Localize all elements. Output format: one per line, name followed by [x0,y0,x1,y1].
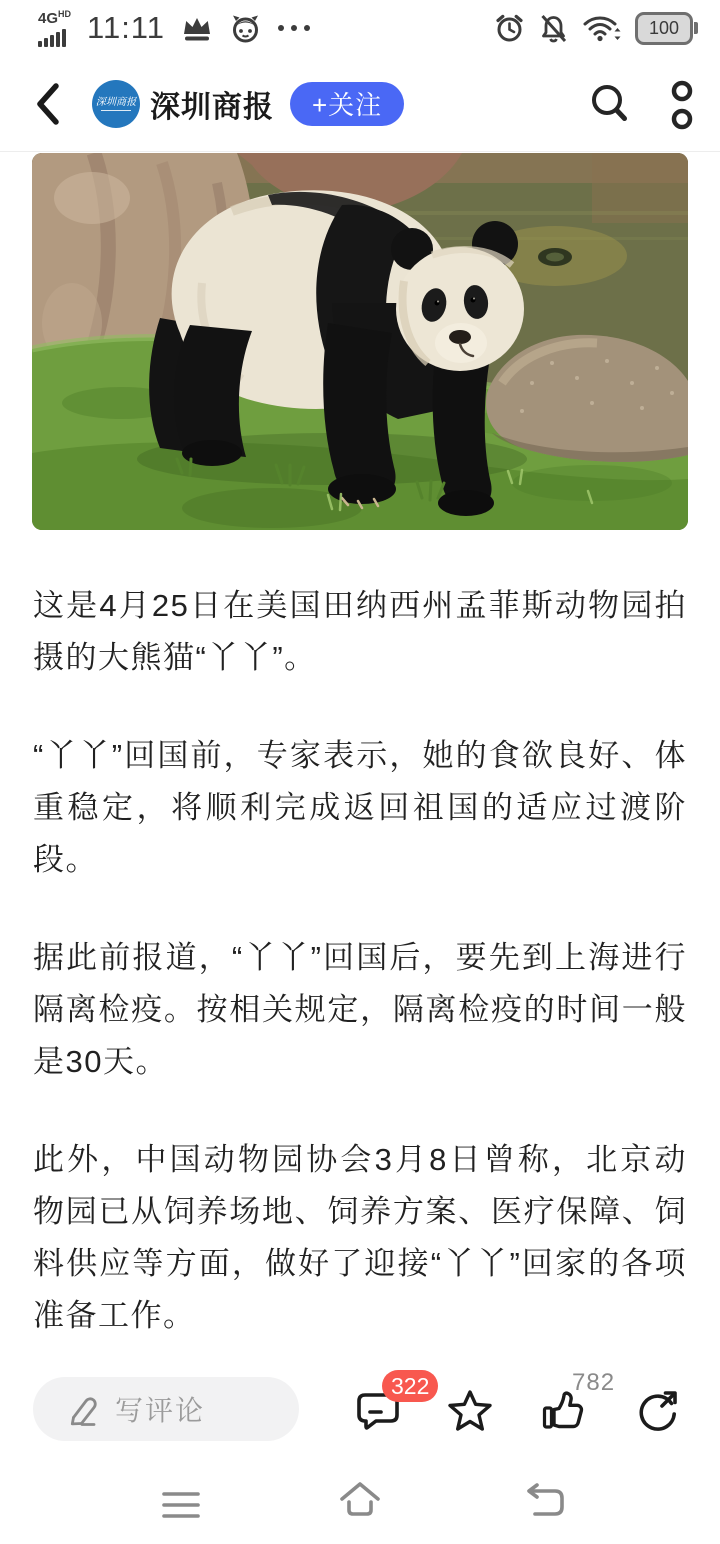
battery-icon [635,12,698,45]
nav-bar [0,56,720,152]
article-paragraph: “丫丫”回国前，专家表示，她的食欲良好、体重稳定，将顺利完成返回祖国的适应过渡阶段。 [33,738,687,877]
wifi-icon [582,14,622,43]
comment-button[interactable] [354,1372,430,1435]
like-button[interactable] [538,1369,616,1435]
article-paragraph: 这是4月25日在美国田纳西州孟菲斯动物园拍摄的大熊猫“丫丫”。 [33,588,687,675]
comment-input[interactable] [33,1377,299,1441]
favorite-button[interactable] [446,1387,494,1435]
like-count: 782 [572,1369,616,1396]
status-bar [0,0,720,56]
article-body [33,530,687,1388]
home-button[interactable] [325,1464,395,1534]
comment-placeholder: 写评论 [115,1395,206,1426]
recents-menu-button[interactable] [146,1470,216,1540]
publisher-logo[interactable]: 深圳商报 [92,80,140,128]
more-options-button[interactable] [670,74,694,134]
status-time: 11:11 [87,10,165,45]
ellipsis-icon [278,25,310,31]
publisher-name: 深圳商报 [150,90,274,124]
android-back-button[interactable] [511,1466,581,1536]
battery-level: 100 [635,12,693,45]
pencil-icon [65,1391,101,1427]
article-paragraph: 据此前报道，“丫丫”回国后，要先到上海进行隔离检疫。按相关规定，隔离检疫的时间一般是30天。 [33,940,687,1079]
face-notification-icon [229,13,262,43]
back-button[interactable] [18,74,78,134]
search-button[interactable] [588,82,632,126]
article-paragraph: 此外，中国动物园协会3月8日曾称，北京动物园已从饲养场地、饲养方案、医疗保障、饲料供应等方面，做好了迎接“丫丫”回家的各项准备工作。 [33,1142,687,1333]
panda-photo-illustration [32,153,688,530]
share-button[interactable] [633,1387,681,1435]
comment-count-badge: 322 [382,1370,438,1402]
action-bar [0,1360,720,1462]
system-nav-bar [0,1462,720,1544]
signal-strength-icon: $4G^{HD}$ [38,10,71,47]
bell-muted-icon [538,13,569,44]
article-image[interactable] [32,153,688,530]
crown-icon [181,15,213,42]
alarm-clock-icon [494,13,525,44]
follow-button[interactable]: +关注 [290,82,404,126]
